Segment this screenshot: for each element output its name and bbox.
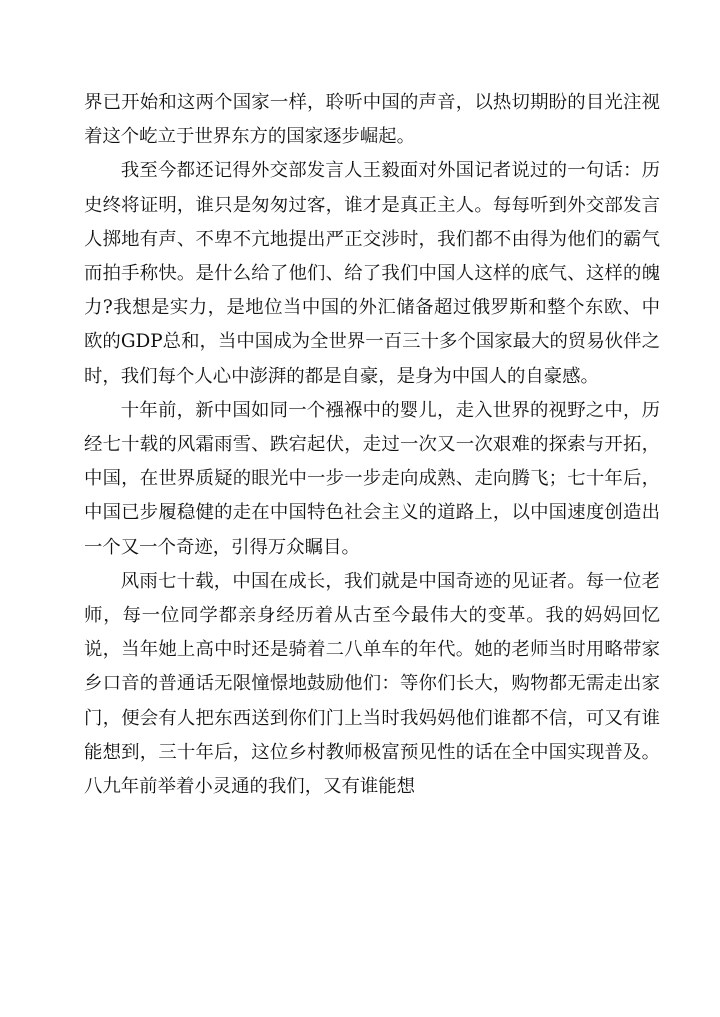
paragraph-2: 我至今都还记得外交部发言人王毅面对外国记者说过的一句话：历史终将证明，谁只是匆匆过客，谁才是真正主人。每每听到外交部发言人掷地有声、不卑不亢地提出严正交涉时，我们都不由得为他们的霸气而拍手称快。是什么给了他们、给了我们中国人这样的底气、这样的魄力?我想是实力，是地位当中国的外汇储备超过俄罗斯和整个东欧、中欧的GDP总和，当中国成为全世界一百三十多个国家最大的贸易伙伴之时，我们每个人心中澎湃的都是自豪，是身为中国人的自豪感。 xyxy=(84,160,660,387)
paragraph-3: 十年前，新中国如同一个襁褓中的婴儿，走入世界的视野之中，历经七十载的风霜雨雪、跌宕起伏，走过一次又一次艰难的探索与开拓，中国，在世界质疑的眼光中一步一步走向成熟、走向腾飞；七十年后，中国已步履稳健的走在中国特色社会主义的道路上，以中国速度创造出一个又一个奇迹，引得万众瞩目。 xyxy=(84,399,660,558)
body-text xyxy=(84,86,660,804)
paragraph-1: 界已开始和这两个国家一样，聆听中国的声音，以热切期盼的目光注视着这个屹立于世界东方的国家逐步崛起。 xyxy=(84,92,660,148)
paragraph-4: 风雨七十载，中国在成长，我们就是中国奇迹的见证者。每一位老师，每一位同学都亲身经历着从古至今最伟大的变革。我的妈妈回忆说，当年她上高中时还是骑着二八单车的年代。她的老师当时用略带家乡口音的普通话无限憧憬地鼓励他们：等你们长大，购物都无需走出家门，便会有人把东西送到你们门上当时我妈妈他们谁都不信，可又有谁能想到，三十年后，这位乡村教师极富预见性的话在全中国实现普及。八九年前举着小灵通的我们，又有谁能想 xyxy=(84,570,660,798)
